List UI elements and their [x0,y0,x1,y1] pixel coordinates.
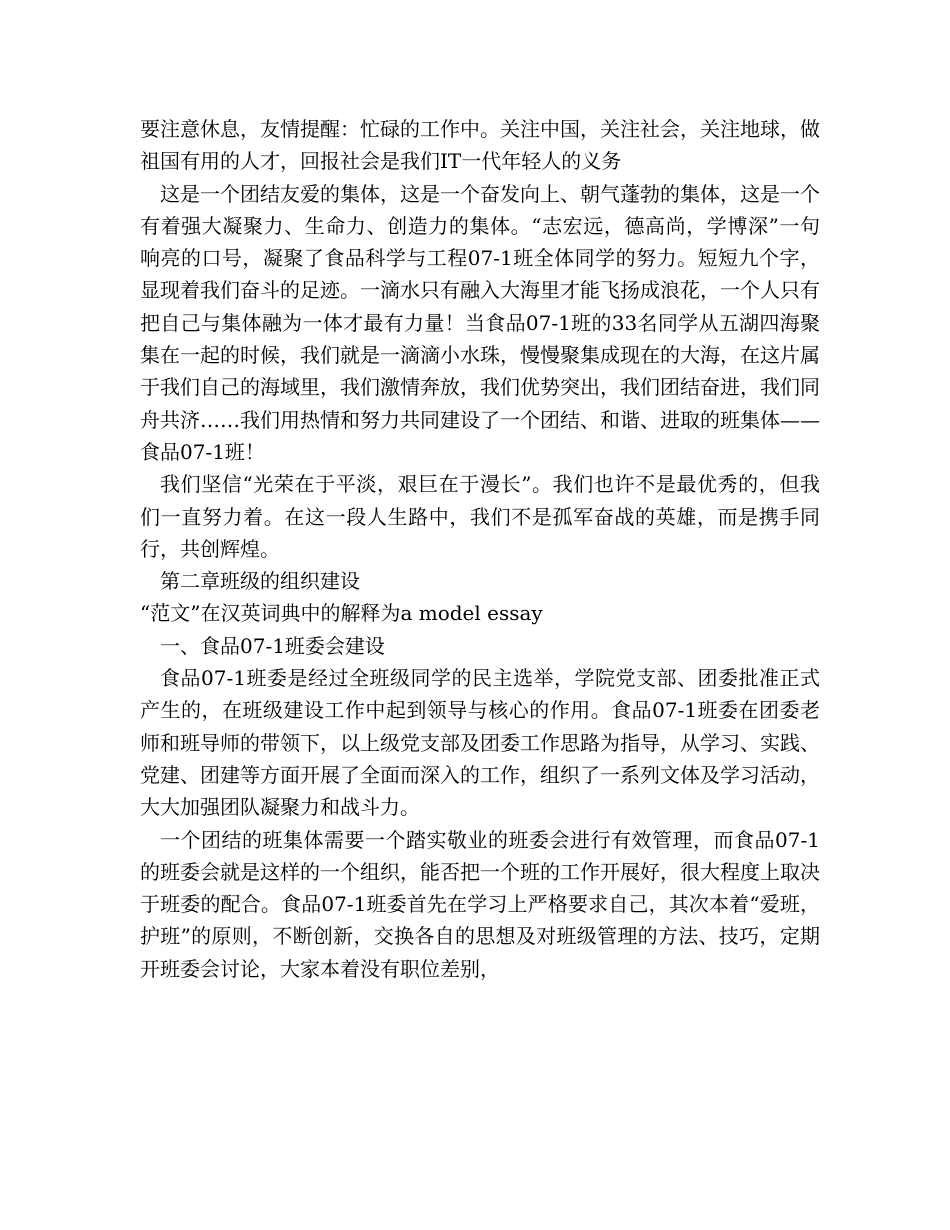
paragraph-definition: “范文”在汉英词典中的解释为a model essay [140,601,543,626]
document-body [140,113,820,985]
paragraph-committee: 食品07-1班委是经过全班级同学的民主选举，学院党支部、团委批准正式产生的，在班级建设工作中起到领导与核心的作用。食品07-1班委在团委老师和班导师的带领下，以上级党支部及团委工作思路为指导，从学习、实践、党建、团建等方面开展了全面而深入的工作，组织了一系列文体及学习活动，大大加强团队凝聚力和战斗力。 [140,666,820,820]
paragraph-belief: 我们坚信“光荣在于平淡，艰巨在于漫长”。我们也许不是最优秀的，但我们一直努力着。在这一段人生路中，我们不是孤军奋战的英雄，而是携手同行，共创辉煌。 [140,472,820,561]
paragraph-management: 一个团结的班集体需要一个踏实敬业的班委会进行有效管理，而食品07-1的班委会就是这样的一个组织，能否把一个班的工作开展好，很大程度上取决于班委的配合。食品07-1班委首先在学习上严格要求自己，其次本着“爱班，护班”的原则，不断创新，交换各自的思想及对班级管理的方法、技巧，定期开班委会讨论，大家本着没有职位差别， [140,827,820,981]
paragraph-reminder: 要注意休息，友情提醒：忙碌的工作中。关注中国，关注社会，关注地球，做祖国有用的人才，回报社会是我们IT一代年轻人的义务 [140,117,820,174]
paragraph-collective: 这是一个团结友爱的集体，这是一个奋发向上、朝气蓬勃的集体，这是一个有着强大凝聚力、生命力、创造力的集体。“志宏远，德高尚，学博深”一句响亮的口号，凝聚了食品科学与工程07-1班全体同学的努力。短短九个字，显现着我们奋斗的足迹。一滴水只有融入大海里才能飞扬成浪花，一个人只有把自己与集体融为一体才最有力量！当食品07-1班的33名同学从五湖四海聚集在一起的时候，我们就是一滴滴小水珠，慢慢聚集成现在的大海，在这片属于我们自己的海域里，我们激情奔放，我们优势突出，我们团结奋进，我们同舟共济……我们用热情和努力共同建设了一个团结、和谐、进取的班集体——食品07-1班！ [140,181,820,464]
chapter-heading: 第二章班级的组织建设 [160,569,360,594]
section-heading: 一、食品07-1班委会建设 [160,633,385,658]
